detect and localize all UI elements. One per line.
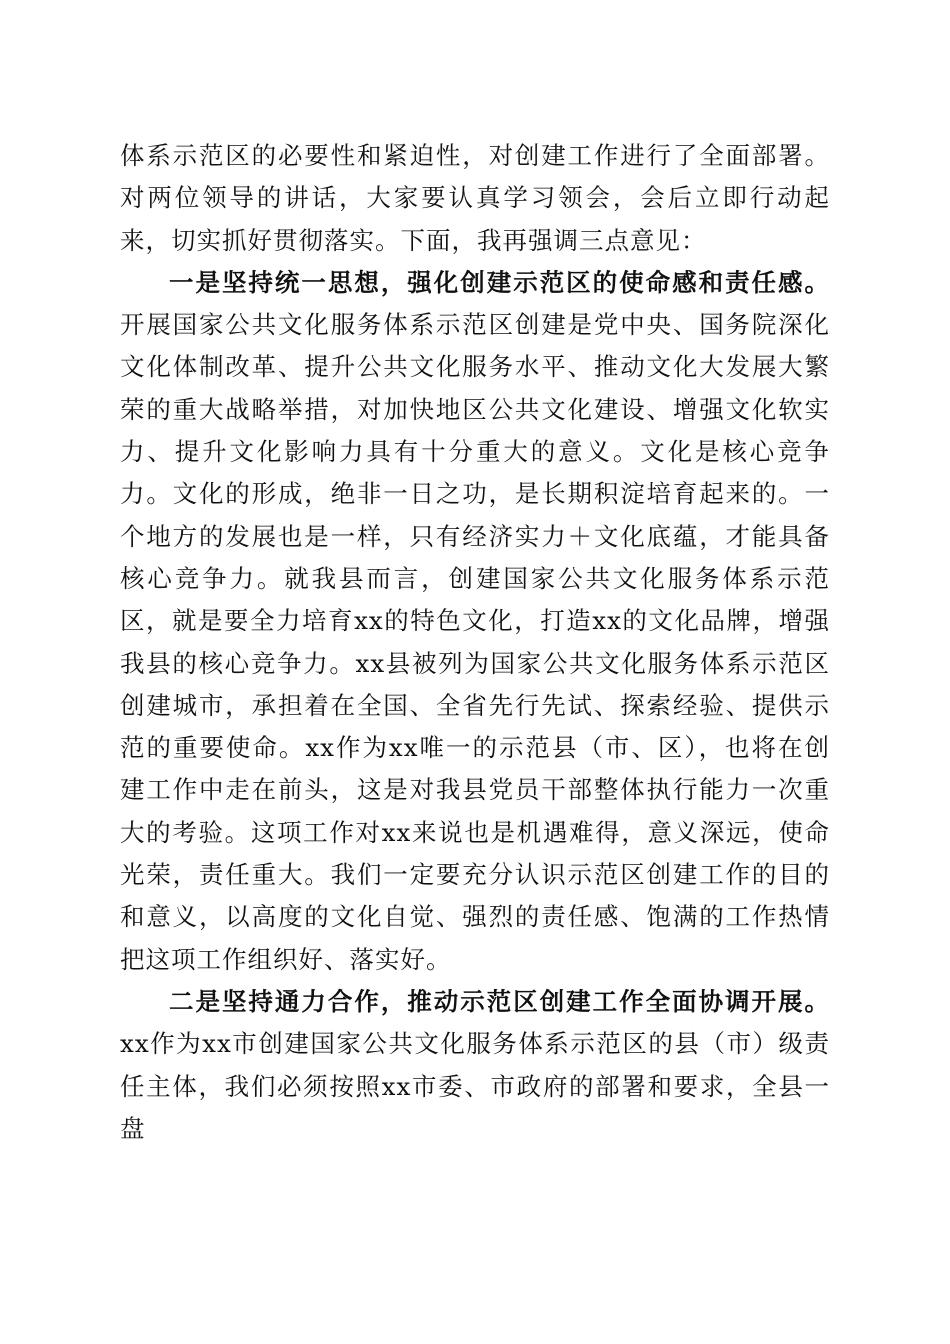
paragraph-point-two <box>120 981 830 1150</box>
body-text <box>120 135 830 1150</box>
paragraph-text: 开展国家公共文化服务体系示范区创建是党中央、国务院深化文化体制改革、提升公共文化服务水平、推动文化大发展大繁荣的重大战略举措，对加快地区公共文化建设、增强文化软实力、提升文化影响力具有十分重大的意义。文化是核心竞争力。文化的形成，绝非一日之功，是长期积淀培育起来的。一个地方的发展也是一样，只有经济实力＋文化底蕴，才能具备核心竞争力。就我县而言，创建国家公共文化服务体系示范区，就是要全力培育xx的特色文化，打造xx的文化品牌，增强我县的核心竞争力。xx县被列为国家公共文化服务体系示范区创建城市，承担着在全国、全省先行先试、探索经验、提供示范的重要使命。xx作为xx唯一的示范县（市、区），也将在创建工作中走在前头，这是对我县党员干部整体执行能力一次重大的考验。这项工作对xx来说也是机遇难得，意义深远，使命光荣，责任重大。我们一定要充分认识示范区创建工作的目的和意义，以高度的文化自觉、强烈的责任感、饱满的工作热情把这项工作组织好、落实好。 <box>120 310 830 974</box>
paragraph-text: xx作为xx市创建国家公共文化服务体系示范区的县（市）级责任主体，我们必须按照xx市委、市政府的部署和要求，全县一盘 <box>120 1029 830 1143</box>
paragraph-lead-heading: 一是坚持统一思想，强化创建示范区的使命感和责任感。 <box>169 267 830 297</box>
paragraph-continued <box>120 135 830 262</box>
paragraph-text: 体系示范区的必要性和紧迫性，对创建工作进行了全面部署。对两位领导的讲话，大家要认真学习领会，会后立即行动起来，切实抓好贯彻落实。下面，我再强调三点意见： <box>120 141 830 255</box>
paragraph-lead-heading: 二是坚持通力合作，推动示范区创建工作全面协调开展。 <box>169 986 830 1016</box>
paragraph-point-one <box>120 262 830 981</box>
